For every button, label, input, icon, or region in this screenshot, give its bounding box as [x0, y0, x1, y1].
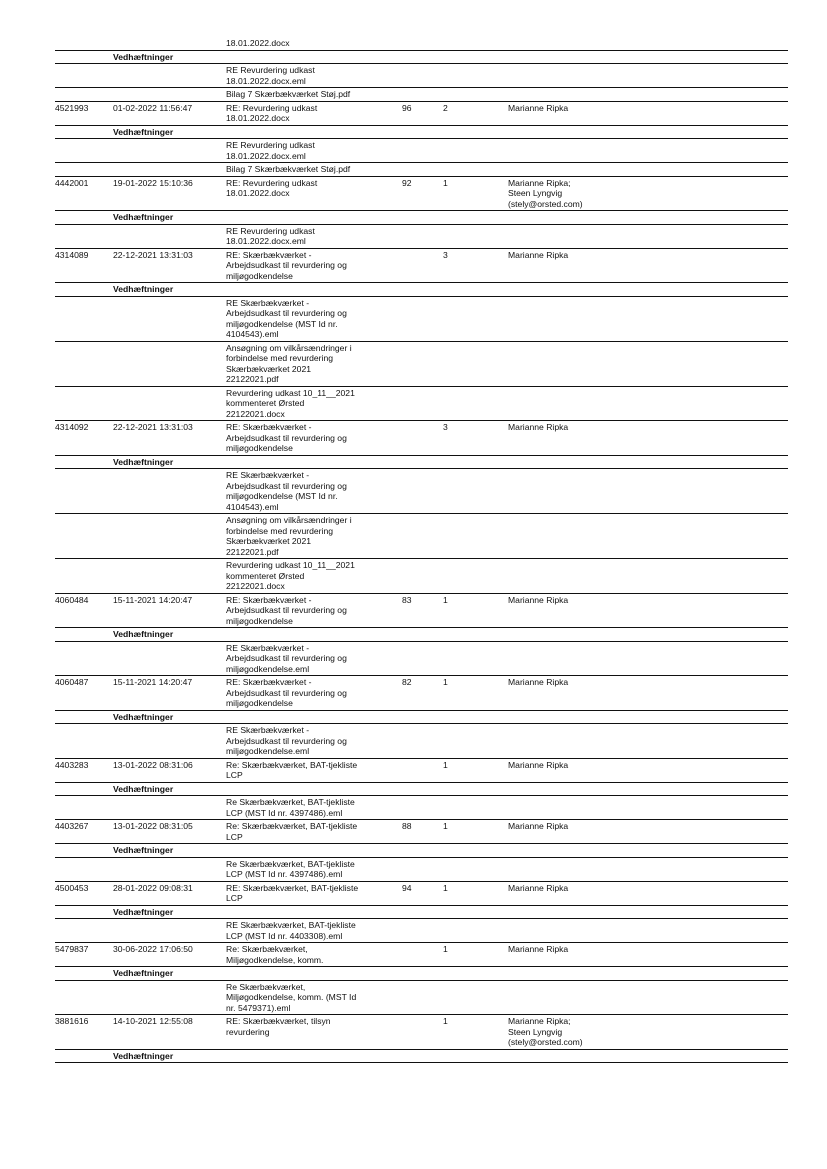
record-id: 4521993: [55, 102, 89, 113]
record-row: [55, 881, 788, 905]
continuation-text: 18.01.2022.docx: [226, 38, 290, 48]
record-row: [55, 1014, 788, 1049]
attachment-name: Re Skærbækværket, Miljøgodkendelse, komm. (MST Id nr. 5479371).eml: [226, 981, 357, 1013]
attachments-header: [55, 282, 788, 296]
attachment-row: [55, 918, 788, 942]
attachment-row: [55, 63, 788, 87]
record-count-b: 1: [443, 177, 448, 188]
record-count-b: 2: [443, 102, 448, 113]
attachments-header: [55, 782, 788, 796]
record-date: 15-11-2021 14:20:47: [113, 677, 193, 687]
record-id: 4500453: [55, 882, 89, 893]
record-sender: Marianne Ripka: [508, 759, 569, 770]
attachments-header: [55, 125, 788, 139]
attachment-row: [55, 468, 788, 513]
record-date: 19-01-2022 15:10:36: [113, 177, 193, 188]
attachments-label: Vedhæftninger: [113, 456, 174, 467]
record-subject: RE: Skærbækværket, BAT-tjekliste LCP: [226, 882, 359, 903]
attachment-name: RE Skærbækværket, BAT-tjekliste LCP (MST Id nr. 4403308).eml: [226, 920, 356, 941]
document-table: [55, 37, 788, 1063]
record-count-b: 1: [443, 882, 448, 893]
record-sender: Marianne Ripka: [508, 821, 569, 831]
attachment-name: Revurdering udkast 10_11__2021 kommenteret Ørsted 22122021.docx: [226, 560, 355, 591]
record-count-b: 1: [443, 594, 448, 605]
attachment-name: Re Skærbækværket, BAT-tjekliste LCP (MST Id nr. 4397486).eml: [226, 797, 355, 818]
record-row: [55, 420, 788, 455]
attachments-label: Vedhæftninger: [113, 845, 174, 855]
attachment-row: [55, 513, 788, 558]
record-id: 4314092: [55, 422, 89, 432]
record-subject: RE: Skærbækværket - Arbejdsudkast til revurdering og miljøgodkendelse: [226, 422, 347, 453]
record-count-a: 83: [402, 594, 412, 605]
attachment-row: [55, 224, 788, 248]
attachments-header: [55, 455, 788, 469]
record-date: 01-02-2022 11:56:47: [113, 102, 193, 113]
record-id: 4403283: [55, 759, 89, 770]
attachment-row: [55, 87, 788, 101]
record-row: [55, 593, 788, 628]
attachment-row: [55, 857, 788, 881]
attachments-header: [55, 843, 788, 857]
record-id: 5479837: [55, 944, 89, 954]
attachments-label: Vedhæftninger: [113, 212, 174, 222]
record-id: 4442001: [55, 177, 89, 188]
record-date: 15-11-2021 14:20:47: [113, 594, 193, 605]
record-row: [55, 758, 788, 782]
attachment-row: [55, 138, 788, 162]
record-subject: RE: Skærbækværket, tilsyn revurdering: [226, 1016, 331, 1037]
record-sender: Marianne Ripka: [508, 102, 569, 113]
attachment-row: [55, 386, 788, 421]
record-sender: Marianne Ripka: [508, 677, 569, 687]
record-date: 22-12-2021 13:31:03: [113, 249, 193, 260]
record-sender: Marianne Ripka; Steen Lyngvig (stely@orsted.com): [508, 1016, 583, 1047]
attachments-label: Vedhæftninger: [113, 906, 174, 917]
continuation-row: [55, 37, 788, 50]
record-date: 14-10-2021 12:55:08: [113, 1016, 193, 1026]
record-date: 13-01-2022 08:31:06: [113, 759, 193, 770]
attachments-header-inner: [55, 212, 788, 223]
attachment-name: Revurdering udkast 10_11__2021 kommenteret Ørsted 22122021.docx: [226, 387, 355, 419]
record-id: 4403267: [55, 821, 89, 831]
attachment-name: RE Skærbækværket - Arbejdsudkast til revurdering og miljøgodkendelse.eml: [226, 642, 347, 674]
record-id: 3881616: [55, 1016, 89, 1026]
record-row: [55, 675, 788, 710]
record-subject: RE: Skærbækværket - Arbejdsudkast til revurdering og miljøgodkendelse: [226, 677, 347, 708]
attachments-header-inner: [55, 968, 788, 979]
attachments-header: [55, 50, 788, 64]
attachment-name: RE Skærbækværket - Arbejdsudkast til revurdering og miljøgodkendelse (MST Id nr. 4104543).eml: [226, 470, 347, 512]
attachments-label: Vedhæftninger: [113, 51, 174, 62]
record-subject: Re: Skærbækværket, BAT-tjekliste LCP: [226, 821, 358, 842]
attachment-name: Ansøgning om vilkårsændringer i forbindelse med revurdering Skærbækværket 2021 22122021.pdf: [226, 515, 352, 557]
record-subject: Re: Skærbækværket, BAT-tjekliste LCP: [226, 759, 358, 780]
attachments-header-inner: [55, 127, 788, 138]
record-count-a: 82: [402, 677, 412, 687]
attachments-header: [55, 210, 788, 224]
attachments-header: [55, 905, 788, 919]
record-row: [55, 176, 788, 211]
attachments-header-inner: [55, 284, 788, 295]
attachment-row: [55, 795, 788, 819]
attachments-header-inner: [55, 52, 788, 63]
attachments-label: Vedhæftninger: [113, 126, 174, 137]
attachment-row: [55, 558, 788, 593]
attachments-label: Vedhæftninger: [113, 284, 174, 294]
record-subject: RE: Skærbækværket - Arbejdsudkast til revurdering og miljøgodkendelse: [226, 594, 347, 626]
attachment-name: RE Skærbækværket - Arbejdsudkast til revurdering og miljøgodkendelse (MST Id nr. 4104543).eml: [226, 297, 347, 339]
record-count-b: 1: [443, 821, 448, 831]
record-subject: RE: Skærbækværket - Arbejdsudkast til revurdering og miljøgodkendelse: [226, 249, 347, 281]
record-row: [55, 819, 788, 843]
record-count-a: 96: [402, 102, 412, 113]
attachment-row: [55, 296, 788, 341]
record-sender: Marianne Ripka: [508, 944, 569, 954]
record-count-a: 88: [402, 821, 412, 831]
record-subject: Re: Skærbækværket, Miljøgodkendelse, komm.: [226, 944, 324, 965]
attachment-name: Bilag 7 Skærbækværket Støj.pdf: [226, 164, 351, 174]
record-count-b: 1: [443, 677, 448, 687]
attachments-header: [55, 710, 788, 724]
record-row: [55, 942, 788, 966]
attachments-header-inner: [55, 907, 788, 918]
attachments-header-inner: [55, 457, 788, 468]
record-row: [55, 248, 788, 283]
attachment-name: RE Revurdering udkast 18.01.2022.docx.eml: [226, 140, 315, 161]
attachments-label: Vedhæftninger: [113, 968, 174, 978]
bottom-rule: [55, 1062, 788, 1063]
attachments-header-inner: [55, 629, 788, 640]
attachment-name: RE Revurdering udkast 18.01.2022.docx.eml: [226, 65, 315, 86]
record-count-a: 92: [402, 177, 412, 188]
record-sender: Marianne Ripka: [508, 249, 569, 260]
record-date: 22-12-2021 13:31:03: [113, 422, 193, 432]
attachment-row: [55, 723, 788, 758]
attachments-header-inner: [55, 845, 788, 856]
record-id: 4060487: [55, 677, 89, 687]
record-subject: RE: Revurdering udkast 18.01.2022.docx: [226, 102, 318, 123]
attachments-header-inner: [55, 1051, 788, 1062]
record-sender: Marianne Ripka: [508, 422, 569, 432]
attachment-name: Bilag 7 Skærbækværket Støj.pdf: [226, 89, 351, 99]
attachments-header-inner: [55, 784, 788, 795]
attachment-name: RE Skærbækværket - Arbejdsudkast til revurdering og miljøgodkendelse.eml: [226, 725, 347, 756]
record-sender: Marianne Ripka: [508, 594, 569, 605]
attachment-row: [55, 980, 788, 1015]
attachments-header: [55, 1049, 788, 1063]
record-row: [55, 101, 788, 125]
record-count-b: 1: [443, 759, 448, 770]
record-count-b: 3: [443, 422, 448, 432]
record-date: 30-06-2022 17:06:50: [113, 944, 193, 954]
record-count-b: 3: [443, 249, 448, 260]
attachment-name: RE Revurdering udkast 18.01.2022.docx.eml: [226, 225, 315, 246]
attachments-label: Vedhæftninger: [113, 783, 174, 794]
attachments-label: Vedhæftninger: [113, 1050, 174, 1061]
record-sender: Marianne Ripka; Steen Lyngvig (stely@orsted.com): [508, 177, 583, 209]
attachments-header-inner: [55, 712, 788, 723]
record-count-b: 1: [443, 944, 448, 954]
record-subject: RE: Revurdering udkast 18.01.2022.docx: [226, 177, 318, 198]
attachment-row: [55, 641, 788, 676]
attachment-row: [55, 341, 788, 386]
attachments-label: Vedhæftninger: [113, 629, 174, 639]
attachments-label: Vedhæftninger: [113, 711, 174, 722]
record-id: 4060484: [55, 594, 89, 605]
record-date: 28-01-2022 09:08:31: [113, 882, 193, 893]
attachments-header: [55, 627, 788, 641]
attachment-row: [55, 162, 788, 176]
record-sender: Marianne Ripka: [508, 882, 569, 893]
attachment-name: Ansøgning om vilkårsændringer i forbindelse med revurdering Skærbækværket 2021 22122021.pdf: [226, 342, 352, 384]
record-id: 4314089: [55, 249, 89, 260]
record-date: 13-01-2022 08:31:05: [113, 821, 193, 831]
attachments-header: [55, 966, 788, 980]
attachment-name: Re Skærbækværket, BAT-tjekliste LCP (MST Id nr. 4397486).eml: [226, 858, 355, 879]
record-count-b: 1: [443, 1016, 448, 1026]
record-count-a: 94: [402, 882, 412, 893]
